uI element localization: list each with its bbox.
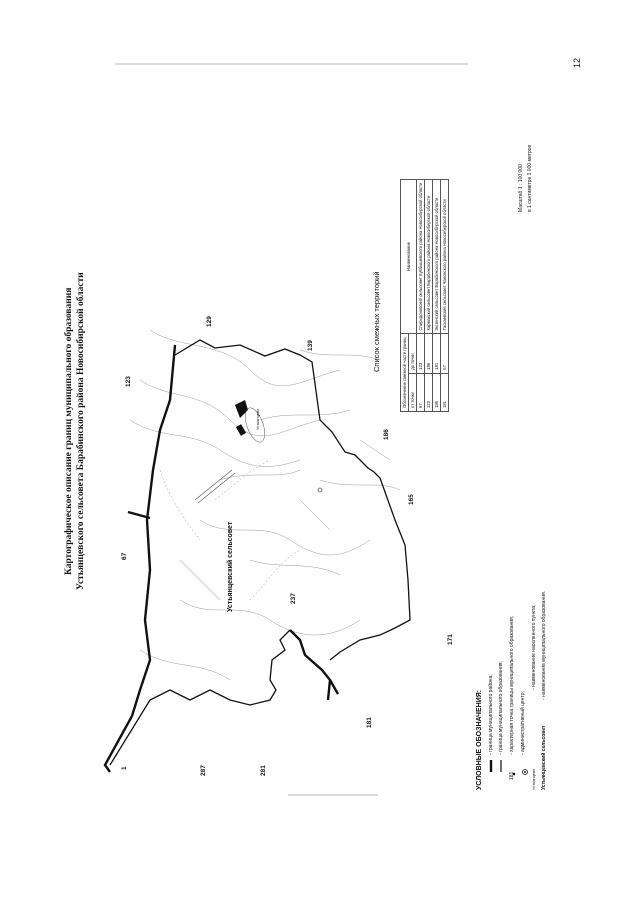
cell-name: Спиридоновский сельсовет Куйбышевского района Новосибирской области	[417, 179, 425, 334]
point-label: 165	[408, 494, 415, 505]
legend-item-point: - характерная точка границы муниципального образования;	[509, 615, 515, 755]
point-label: 237	[290, 593, 297, 604]
legend-item-region-label: Устьянцевский сельсовет	[541, 725, 547, 790]
scale-line2: в 1 сантиметре 1 000 метров	[527, 144, 533, 212]
table-row	[433, 179, 441, 411]
table-row	[425, 179, 433, 411]
legend-item-region: - наименование муниципального образования.	[541, 590, 547, 700]
legend-item-municipal: - граница муниципального образования;	[498, 661, 504, 755]
point-label: 67	[121, 552, 128, 560]
header-name: Наименование	[401, 179, 417, 334]
table-row	[417, 179, 425, 411]
point-label: 181	[366, 717, 373, 728]
legend-item-settlement: - наименование населенного пункта;	[531, 604, 537, 690]
header-from: от точки	[409, 373, 417, 411]
legend-item-settlement-label: Устьянцево	[531, 768, 536, 790]
cell-name: Кармакский сельсовет Барабинского района Новосибирской области	[425, 179, 433, 334]
cell-to: 186	[425, 334, 433, 373]
page-number: 12	[572, 57, 582, 68]
cell-to: 181	[433, 334, 441, 373]
point-label: 129	[206, 316, 213, 327]
scale-line1: Масштаб 1 : 100 000	[518, 164, 524, 212]
cell-name: Зюзинский сельсовет Барабинского района Новосибирской области	[433, 179, 441, 334]
settlement-symbols	[235, 400, 322, 492]
cell-to: 67	[441, 334, 449, 373]
map-title-line2: Устьянцевского сельсовета Барабинского района Новосибирской области	[76, 272, 86, 590]
adjacent-table	[400, 179, 449, 412]
adjacent-table-block	[372, 271, 381, 412]
cell-from: 123	[425, 373, 433, 411]
header-segment: Обозначение смежной части границ	[401, 334, 409, 412]
cell-name: Таскаевский сельсовет Чановского района Новосибирской области	[441, 179, 449, 334]
point-label: 139	[307, 340, 314, 351]
header-to: до точки	[409, 334, 417, 373]
point-label: 1	[121, 766, 128, 770]
legend-item-point-label: 181	[509, 771, 515, 780]
map-title-line1: Картографическое описание границ муниципального образования	[64, 287, 74, 575]
point-label: 281	[260, 765, 267, 776]
settlement-name-label: Устьянцево	[255, 408, 260, 430]
adjacent-table-title: Список смежных территорий	[372, 271, 381, 372]
point-label: 287	[200, 765, 207, 776]
legend-item-center: - административный центр;	[520, 691, 526, 755]
municipal-boundary	[110, 340, 410, 765]
point-label: 171	[447, 634, 454, 645]
table-row	[441, 179, 449, 411]
district-boundary	[105, 345, 338, 772]
cell-from: 67	[417, 373, 425, 411]
cell-from: 181	[441, 373, 449, 411]
cell-to: 123	[417, 334, 425, 373]
region-name-label: Устьянцевский сельсовет	[227, 521, 234, 612]
legend-title: УСЛОВНЫЕ ОБОЗНАЧЕНИЯ:	[476, 689, 483, 790]
cell-from: 186	[433, 373, 441, 411]
legend-item-district: - граница муниципального района;	[488, 674, 494, 755]
point-label: 123	[125, 376, 132, 387]
point-label: 186	[383, 429, 390, 440]
